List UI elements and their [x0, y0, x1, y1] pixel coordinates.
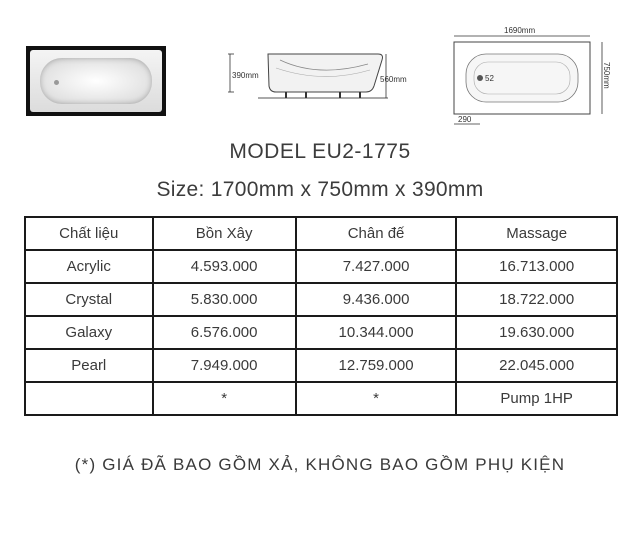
- top-drain-label: 52: [485, 74, 494, 83]
- side-height-left-label: 390mm: [232, 71, 259, 80]
- cell-built-in: 5.830.000: [153, 283, 296, 316]
- footnote: (*) GIÁ ĐÃ BAO GỒM XẢ, KHÔNG BAO GỒM PHỤ KIỆN: [74, 455, 566, 474]
- cell-massage: Pump 1HP: [456, 382, 617, 415]
- cell-built-in: 7.949.000: [153, 349, 296, 382]
- cell-with-stand: 12.759.000: [296, 349, 457, 382]
- price-table: [24, 216, 618, 416]
- table-header-row: [25, 217, 617, 250]
- cell-massage: 16.713.000: [456, 250, 617, 283]
- top-view-diagram: [440, 22, 620, 132]
- table-row: [25, 382, 617, 415]
- side-view-diagram: [228, 48, 408, 108]
- header-material: Chất liệu: [25, 217, 153, 250]
- cell-material: [25, 382, 153, 415]
- cell-massage: 22.045.000: [456, 349, 617, 382]
- cell-material: Galaxy: [25, 316, 153, 349]
- cell-with-stand: 7.427.000: [296, 250, 457, 283]
- top-width-label: 750mm: [602, 62, 611, 89]
- top-drain-icon: [477, 75, 483, 81]
- side-tub-body: [268, 54, 383, 92]
- header-massage: Massage: [456, 217, 617, 250]
- cell-built-in: 6.576.000: [153, 316, 296, 349]
- cell-material: Pearl: [25, 349, 153, 382]
- cell-material: Acrylic: [25, 250, 153, 283]
- cell-with-stand: 10.344.000: [296, 316, 457, 349]
- drain-icon: [54, 80, 59, 85]
- side-height-right-label: 560mm: [380, 75, 407, 84]
- cell-massage: 18.722.000: [456, 283, 617, 316]
- cell-built-in: *: [153, 382, 296, 415]
- cell-with-stand: *: [296, 382, 457, 415]
- size-line: Size: 1700mm x 750mm x 390mm: [156, 178, 484, 201]
- table-row: [25, 250, 617, 283]
- top-length-label: 1690mm: [504, 26, 536, 35]
- cell-massage: 19.630.000: [456, 316, 617, 349]
- model-title: MODEL EU2-1775: [229, 140, 411, 163]
- bathtub-photo: [26, 46, 166, 116]
- cell-material: Crystal: [25, 283, 153, 316]
- header-with-stand: Chân đế: [296, 217, 457, 250]
- table-row: [25, 349, 617, 382]
- header-built-in: Bồn Xây: [153, 217, 296, 250]
- bathtub-photo-inner: [30, 50, 162, 112]
- table-row: [25, 316, 617, 349]
- top-offset-label: 290: [458, 115, 472, 124]
- cell-built-in: 4.593.000: [153, 250, 296, 283]
- cell-with-stand: 9.436.000: [296, 283, 457, 316]
- table-row: [25, 283, 617, 316]
